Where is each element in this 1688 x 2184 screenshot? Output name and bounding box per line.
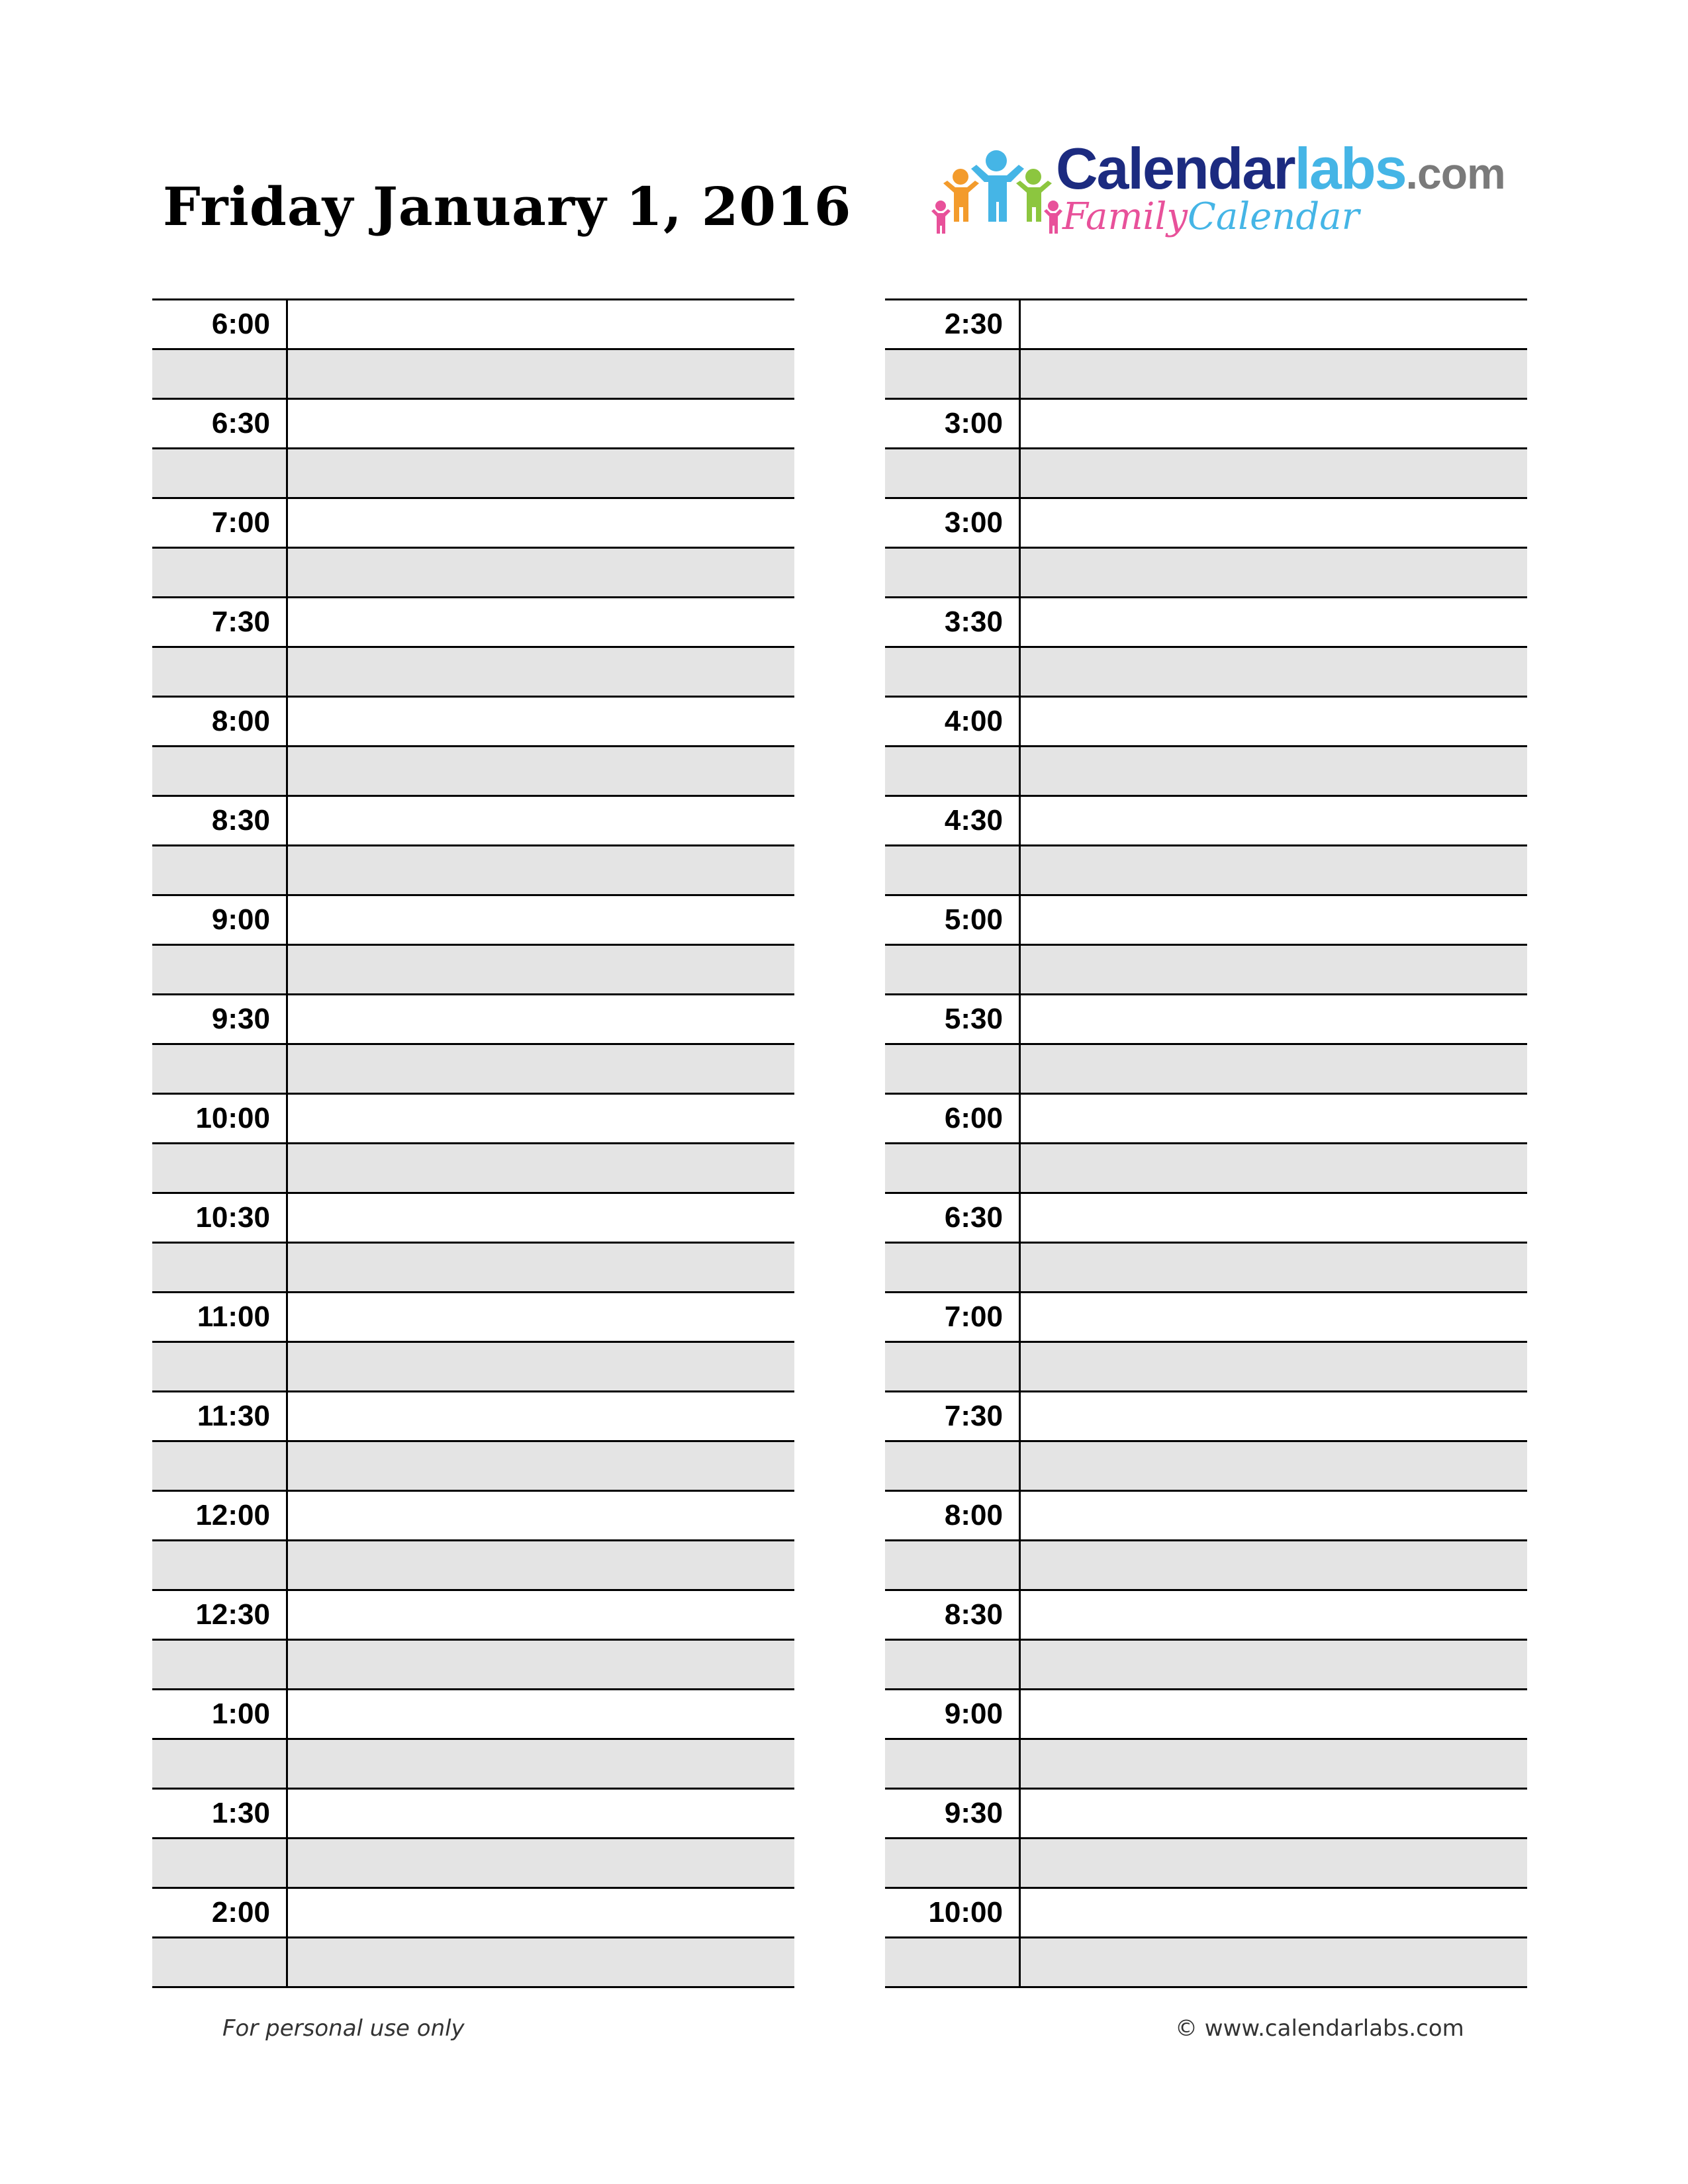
subrow-time-cell — [885, 1541, 1021, 1589]
time-slot-subrow — [152, 846, 794, 894]
time-label: 7:30 — [152, 598, 288, 646]
subrow-time-cell — [885, 1442, 1021, 1490]
time-slot-subrow — [152, 1442, 794, 1490]
note-entry-cell-shaded[interactable] — [288, 1740, 794, 1788]
subrow-time-cell — [885, 449, 1021, 497]
subrow-time-cell — [152, 747, 288, 795]
subrow-time-cell — [885, 1045, 1021, 1093]
time-slot-row — [152, 698, 794, 747]
time-slot — [152, 1192, 794, 1291]
subrow-time-cell — [152, 1144, 288, 1192]
subrow-time-cell — [152, 946, 288, 993]
logo-brand-part3: .com — [1405, 149, 1505, 198]
time-slot — [885, 398, 1527, 497]
subrow-time-cell — [885, 1144, 1021, 1192]
time-slot-row — [885, 400, 1527, 449]
time-slot-row — [152, 1293, 794, 1343]
time-label: 8:30 — [885, 1591, 1021, 1639]
note-entry-cell[interactable] — [288, 995, 794, 1043]
column-bottom-rule — [152, 1986, 794, 1988]
footer-disclaimer: For personal use only — [222, 2015, 465, 2042]
page-title: Friday January 1, 2016 — [163, 175, 852, 238]
time-slot-subrow — [152, 1144, 794, 1192]
subrow-time-cell — [885, 1641, 1021, 1688]
note-entry-cell[interactable] — [1021, 499, 1527, 547]
note-entry-cell-shaded[interactable] — [1021, 1343, 1527, 1390]
time-label: 2:00 — [152, 1889, 288, 1936]
time-slot — [885, 696, 1527, 795]
family-figures-icon — [930, 142, 1062, 242]
time-label: 7:00 — [885, 1293, 1021, 1341]
note-entry-cell[interactable] — [1021, 1194, 1527, 1242]
note-entry-cell-shaded[interactable] — [288, 1839, 794, 1887]
note-entry-cell-shaded[interactable] — [288, 846, 794, 894]
note-entry-cell[interactable] — [1021, 1293, 1527, 1341]
note-entry-cell[interactable] — [288, 499, 794, 547]
note-entry-cell-shaded[interactable] — [288, 1144, 794, 1192]
note-entry-cell[interactable] — [1021, 1889, 1527, 1936]
time-slot-subrow — [885, 449, 1527, 497]
logo-brand-part2: labs — [1294, 136, 1406, 201]
note-entry-cell[interactable] — [1021, 698, 1527, 745]
time-slot-subrow — [885, 1244, 1527, 1291]
time-slot-row — [152, 1392, 794, 1442]
time-slot — [885, 993, 1527, 1093]
subrow-time-cell — [885, 846, 1021, 894]
time-label: 4:00 — [885, 698, 1021, 745]
time-slot-subrow — [885, 549, 1527, 596]
time-slot-subrow — [152, 350, 794, 398]
note-entry-cell[interactable] — [1021, 1591, 1527, 1639]
note-entry-cell-shaded[interactable] — [1021, 1244, 1527, 1291]
time-slot-subrow — [152, 1541, 794, 1589]
time-slot-row — [152, 1095, 794, 1144]
subrow-time-cell — [152, 1740, 288, 1788]
time-slot — [152, 1291, 794, 1390]
note-entry-cell[interactable] — [288, 1392, 794, 1440]
time-label: 12:00 — [152, 1492, 288, 1539]
note-entry-cell[interactable] — [1021, 598, 1527, 646]
subrow-time-cell — [152, 350, 288, 398]
time-slot-row — [152, 1194, 794, 1244]
time-slot-row — [885, 1392, 1527, 1442]
note-entry-cell[interactable] — [1021, 300, 1527, 348]
time-label: 12:30 — [152, 1591, 288, 1639]
note-entry-cell-shaded[interactable] — [288, 747, 794, 795]
note-entry-cell[interactable] — [288, 698, 794, 745]
note-entry-cell-shaded[interactable] — [288, 350, 794, 398]
time-slot — [885, 497, 1527, 596]
subrow-time-cell — [152, 1442, 288, 1490]
time-label: 10:00 — [152, 1095, 288, 1142]
note-entry-cell[interactable] — [288, 1095, 794, 1142]
time-label: 11:30 — [152, 1392, 288, 1440]
time-slot-subrow — [885, 350, 1527, 398]
time-label: 4:30 — [885, 797, 1021, 844]
note-entry-cell[interactable] — [288, 896, 794, 944]
note-entry-cell-shaded[interactable] — [288, 648, 794, 696]
time-slot-subrow — [152, 1938, 794, 1986]
note-entry-cell-shaded[interactable] — [288, 1045, 794, 1093]
time-slot-row — [152, 300, 794, 350]
note-entry-cell-shaded[interactable] — [1021, 549, 1527, 596]
time-slot — [152, 1688, 794, 1788]
time-slot-row — [885, 896, 1527, 946]
time-slot-row — [152, 400, 794, 449]
time-slot-row — [152, 1690, 794, 1740]
note-entry-cell[interactable] — [1021, 896, 1527, 944]
time-slot-subrow — [152, 1244, 794, 1291]
time-slot — [152, 795, 794, 894]
time-slot-subrow — [885, 1144, 1527, 1192]
time-slot — [152, 993, 794, 1093]
time-label: 6:30 — [152, 400, 288, 447]
time-slot-subrow — [885, 946, 1527, 993]
note-entry-cell[interactable] — [288, 1889, 794, 1936]
note-entry-cell-shaded[interactable] — [1021, 1740, 1527, 1788]
time-label: 5:00 — [885, 896, 1021, 944]
time-label: 9:30 — [152, 995, 288, 1043]
logo-tagline-part2: Calendar — [1188, 195, 1360, 238]
time-slot — [152, 398, 794, 497]
note-entry-cell-shaded[interactable] — [1021, 846, 1527, 894]
time-slot-subrow — [885, 747, 1527, 795]
note-entry-cell[interactable] — [1021, 1392, 1527, 1440]
schedule-column-right — [885, 298, 1527, 1988]
time-label: 8:00 — [885, 1492, 1021, 1539]
note-entry-cell-shaded[interactable] — [288, 449, 794, 497]
time-slot — [152, 596, 794, 696]
note-entry-cell[interactable] — [288, 1492, 794, 1539]
time-slot-subrow — [152, 1839, 794, 1887]
column-bottom-rule — [885, 1986, 1527, 1988]
time-slot — [885, 894, 1527, 993]
time-slot-subrow — [885, 1442, 1527, 1490]
subrow-time-cell — [885, 1343, 1021, 1390]
time-slot — [152, 696, 794, 795]
note-entry-cell-shaded[interactable] — [288, 549, 794, 596]
time-slot-subrow — [152, 648, 794, 696]
note-entry-cell-shaded[interactable] — [288, 946, 794, 993]
note-entry-cell-shaded[interactable] — [1021, 350, 1527, 398]
subrow-time-cell — [152, 1938, 288, 1986]
subrow-time-cell — [885, 648, 1021, 696]
time-slot — [152, 1390, 794, 1490]
calendarlabs-logo[interactable] — [930, 136, 1505, 248]
note-entry-cell[interactable] — [1021, 797, 1527, 844]
time-slot-subrow — [152, 747, 794, 795]
time-label: 8:30 — [152, 797, 288, 844]
time-label: 6:00 — [885, 1095, 1021, 1142]
time-slot-row — [885, 1591, 1527, 1641]
time-slot — [885, 596, 1527, 696]
time-slot — [152, 894, 794, 993]
time-label: 10:30 — [152, 1194, 288, 1242]
time-label: 9:30 — [885, 1790, 1021, 1837]
note-entry-cell-shaded[interactable] — [1021, 1144, 1527, 1192]
logo-brand-part1: Calendar — [1056, 136, 1295, 201]
time-label: 3:00 — [885, 499, 1021, 547]
note-entry-cell[interactable] — [288, 598, 794, 646]
time-slot — [885, 1788, 1527, 1887]
time-slot-subrow — [152, 1045, 794, 1093]
note-entry-cell-shaded[interactable] — [1021, 1641, 1527, 1688]
time-slot-row — [885, 797, 1527, 846]
time-slot-row — [885, 300, 1527, 350]
time-label: 9:00 — [152, 896, 288, 944]
time-label: 5:30 — [885, 995, 1021, 1043]
time-slot-row — [152, 1492, 794, 1541]
time-slot — [885, 1688, 1527, 1788]
subrow-time-cell — [885, 350, 1021, 398]
subrow-time-cell — [885, 549, 1021, 596]
note-entry-cell[interactable] — [1021, 1492, 1527, 1539]
time-slot-row — [152, 1889, 794, 1938]
time-label: 10:00 — [885, 1889, 1021, 1936]
time-slot — [885, 1390, 1527, 1490]
note-entry-cell-shaded[interactable] — [1021, 648, 1527, 696]
subrow-time-cell — [885, 1938, 1021, 1986]
time-slot-row — [885, 1095, 1527, 1144]
time-label: 11:00 — [152, 1293, 288, 1341]
subrow-time-cell — [152, 1839, 288, 1887]
note-entry-cell-shaded[interactable] — [288, 1938, 794, 1986]
time-slot-row — [152, 598, 794, 648]
time-label: 3:00 — [885, 400, 1021, 447]
time-slot — [152, 1589, 794, 1688]
note-entry-cell[interactable] — [1021, 1790, 1527, 1837]
time-slot-row — [885, 1293, 1527, 1343]
subrow-time-cell — [152, 1343, 288, 1390]
time-slot-row — [885, 499, 1527, 549]
note-entry-cell[interactable] — [1021, 400, 1527, 447]
time-slot-row — [885, 1690, 1527, 1740]
time-label: 1:00 — [152, 1690, 288, 1738]
time-slot-subrow — [885, 1839, 1527, 1887]
note-entry-cell[interactable] — [288, 1293, 794, 1341]
subrow-time-cell — [152, 449, 288, 497]
logo-tagline-part1: Family — [1062, 195, 1188, 238]
time-slot-row — [152, 1790, 794, 1839]
note-entry-cell-shaded[interactable] — [1021, 1938, 1527, 1986]
time-slot-row — [152, 1591, 794, 1641]
note-entry-cell[interactable] — [288, 1790, 794, 1837]
time-slot — [885, 1192, 1527, 1291]
time-slot-row — [885, 698, 1527, 747]
note-entry-cell-shaded[interactable] — [1021, 1045, 1527, 1093]
note-entry-cell-shaded[interactable] — [1021, 449, 1527, 497]
note-entry-cell[interactable] — [1021, 1690, 1527, 1738]
time-slot-subrow — [152, 1641, 794, 1688]
note-entry-cell[interactable] — [288, 1591, 794, 1639]
subrow-time-cell — [885, 946, 1021, 993]
time-slot-subrow — [885, 1938, 1527, 1986]
time-slot — [885, 1589, 1527, 1688]
subrow-time-cell — [152, 1244, 288, 1291]
subrow-time-cell — [152, 1641, 288, 1688]
note-entry-cell-shaded[interactable] — [288, 1343, 794, 1390]
time-label: 9:00 — [885, 1690, 1021, 1738]
time-label: 7:00 — [152, 499, 288, 547]
note-entry-cell-shaded[interactable] — [288, 1442, 794, 1490]
time-label: 2:30 — [885, 300, 1021, 348]
time-slot-subrow — [885, 1045, 1527, 1093]
subrow-time-cell — [152, 846, 288, 894]
time-slot — [152, 298, 794, 398]
time-slot — [152, 1093, 794, 1192]
note-entry-cell-shaded[interactable] — [288, 1244, 794, 1291]
time-slot-subrow — [152, 946, 794, 993]
time-slot — [152, 1788, 794, 1887]
note-entry-cell-shaded[interactable] — [288, 1641, 794, 1688]
note-entry-cell-shaded[interactable] — [1021, 946, 1527, 993]
time-slot — [152, 1887, 794, 1986]
subrow-time-cell — [885, 1244, 1021, 1291]
subrow-time-cell — [885, 1740, 1021, 1788]
time-slot-row — [885, 1492, 1527, 1541]
footer-website-link[interactable]: © www.calendarlabs.com — [1175, 2015, 1464, 2042]
note-entry-cell-shaded[interactable] — [288, 1541, 794, 1589]
time-slot-subrow — [885, 1541, 1527, 1589]
time-slot-row — [885, 1889, 1527, 1938]
time-slot-row — [152, 995, 794, 1045]
note-entry-cell[interactable] — [288, 400, 794, 447]
subrow-time-cell — [152, 648, 288, 696]
time-slot-subrow — [152, 1343, 794, 1390]
time-slot-row — [885, 995, 1527, 1045]
time-slot-subrow — [885, 1740, 1527, 1788]
note-entry-cell-shaded[interactable] — [1021, 1541, 1527, 1589]
logo-tagline — [1062, 194, 1359, 240]
time-slot — [885, 1887, 1527, 1986]
time-slot — [152, 497, 794, 596]
time-slot-subrow — [885, 1343, 1527, 1390]
time-label: 6:00 — [152, 300, 288, 348]
time-label: 6:30 — [885, 1194, 1021, 1242]
time-slot — [885, 1291, 1527, 1390]
time-slot — [885, 298, 1527, 398]
subrow-time-cell — [885, 747, 1021, 795]
time-slot-row — [152, 499, 794, 549]
schedule-column-left — [152, 298, 794, 1988]
time-slot-row — [885, 1790, 1527, 1839]
subrow-time-cell — [152, 1045, 288, 1093]
note-entry-cell[interactable] — [288, 1194, 794, 1242]
note-entry-cell-shaded[interactable] — [1021, 747, 1527, 795]
time-slot — [885, 1490, 1527, 1589]
time-label: 3:30 — [885, 598, 1021, 646]
time-slot-row — [152, 797, 794, 846]
note-entry-cell[interactable] — [288, 797, 794, 844]
time-slot — [885, 795, 1527, 894]
time-slot-row — [152, 896, 794, 946]
time-label: 1:30 — [152, 1790, 288, 1837]
note-entry-cell[interactable] — [288, 1690, 794, 1738]
subrow-time-cell — [152, 1541, 288, 1589]
subrow-time-cell — [885, 1839, 1021, 1887]
time-slot-subrow — [152, 449, 794, 497]
time-slot-subrow — [885, 1641, 1527, 1688]
note-entry-cell-shaded[interactable] — [1021, 1442, 1527, 1490]
time-label: 7:30 — [885, 1392, 1021, 1440]
time-slot-subrow — [152, 549, 794, 596]
note-entry-cell[interactable] — [1021, 995, 1527, 1043]
time-slot-row — [885, 1194, 1527, 1244]
note-entry-cell[interactable] — [288, 300, 794, 348]
time-slot-subrow — [885, 648, 1527, 696]
time-slot-row — [885, 598, 1527, 648]
time-label: 8:00 — [152, 698, 288, 745]
subrow-time-cell — [152, 549, 288, 596]
note-entry-cell[interactable] — [1021, 1095, 1527, 1142]
time-slot — [152, 1490, 794, 1589]
time-slot-subrow — [885, 846, 1527, 894]
time-slot-subrow — [152, 1740, 794, 1788]
note-entry-cell-shaded[interactable] — [1021, 1839, 1527, 1887]
time-slot — [885, 1093, 1527, 1192]
